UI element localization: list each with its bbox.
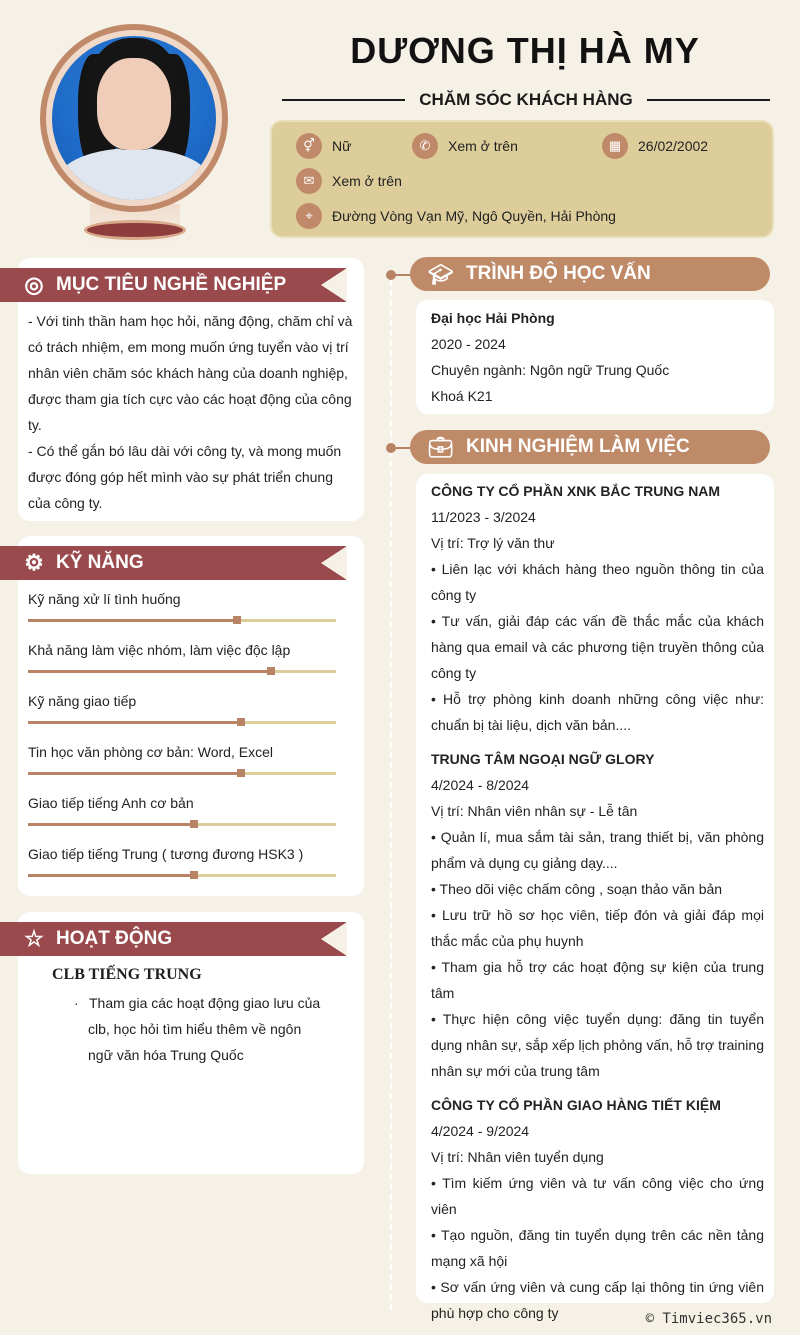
- skill-label: Giao tiếp tiếng Trung ( tương đương HSK3 ): [28, 846, 304, 862]
- skill-label: Kỹ năng xử lí tình huống: [28, 591, 181, 607]
- phone-item: [412, 133, 518, 159]
- skill-level-marker: [233, 616, 241, 624]
- skill-bar-fill: [28, 823, 194, 826]
- gender-icon: ⚥: [296, 133, 322, 159]
- job-duty: • Tìm kiếm ứng viên và tư vấn công việc cho ứng viên: [431, 1175, 764, 1217]
- job-period: 4/2024 - 8/2024: [431, 777, 530, 793]
- objective-paragraph: - Có thể gắn bó lâu dài với công ty, và mong muốn được đóng góp hết mình vào sự phát triển chung của công ty.: [28, 443, 342, 511]
- company-name: CÔNG TY CỔ PHẦN XNK BẮC TRUNG NAM: [431, 483, 721, 499]
- skill-bar-fill: [28, 874, 194, 877]
- skills-header: [0, 546, 346, 580]
- skill-label: Giao tiếp tiếng Anh cơ bản: [28, 795, 194, 811]
- skills-title: KỸ NĂNG: [56, 552, 144, 573]
- skill-label: Khả năng làm việc nhóm, làm việc độc lập: [28, 642, 291, 658]
- gender-value: Nữ: [332, 138, 352, 154]
- education-details: [431, 305, 761, 409]
- graduation-cap-icon: 🎓︎: [428, 263, 454, 286]
- job-duty: • Tạo nguồn, đăng tin tuyển dụng trên các nền tảng mạng xã hội: [431, 1227, 764, 1269]
- experience-header: [410, 430, 770, 464]
- avatar-frame: [40, 24, 228, 212]
- skill-label: Tin học văn phòng cơ bản: Word, Excel: [28, 744, 273, 760]
- briefcase-icon: 💼︎: [428, 436, 454, 459]
- activities-title: HOẠT ĐỘNG: [56, 928, 173, 949]
- skill-bar-track: [28, 874, 336, 877]
- job-position: Vị trí: Nhân viên tuyển dụng: [431, 1149, 604, 1165]
- club-description: Tham gia các hoạt động giao lưu của clb, học hỏi tìm hiểu thêm về ngôn ngữ văn hóa Trung Quốc: [88, 995, 321, 1063]
- skill-level-marker: [237, 769, 245, 777]
- skill-level-marker: [190, 820, 198, 828]
- phone-value: Xem ở trên: [448, 138, 518, 154]
- skill-bar-track: [28, 772, 336, 775]
- dob-value: 26/02/2002: [638, 138, 709, 154]
- job-period: 11/2023 - 3/2024: [431, 509, 536, 525]
- job-entry: [431, 478, 764, 738]
- skill-item: [28, 693, 336, 724]
- bullet-icon: ·: [74, 995, 79, 1011]
- job-entry: [431, 1092, 764, 1326]
- profile-photo: [52, 36, 216, 200]
- education-period: 2020 - 2024: [431, 336, 506, 352]
- skill-bar-track: [28, 670, 336, 673]
- skill-bar-fill: [28, 772, 241, 775]
- skill-bar-track: [28, 619, 336, 622]
- skill-item: [28, 744, 336, 775]
- skill-bar-track: [28, 721, 336, 724]
- job-position: Vị trí: Nhân viên nhân sự - Lễ tân: [431, 803, 638, 819]
- skill-level-marker: [237, 718, 245, 726]
- address-value: Đường Vòng Vạn Mỹ, Ngô Quyền, Hải Phòng: [332, 208, 616, 224]
- education-header: [410, 257, 770, 291]
- phone-icon: ✆: [412, 133, 438, 159]
- job-duty: • Hỗ trợ phòng kinh doanh những công việc như: chuẩn bị tài liệu, dịch văn bản....: [431, 691, 764, 733]
- avatar: [40, 24, 230, 244]
- dob-item: [602, 133, 708, 159]
- email-item: [296, 168, 402, 194]
- job-duty: • Lưu trữ hồ sơ học viên, tiếp đón và giải đáp mọi thắc mắc của phụ huynh: [431, 907, 764, 949]
- job-title: CHĂM SÓC KHÁCH HÀNG: [419, 90, 633, 109]
- skill-label: Kỹ năng giao tiếp: [28, 693, 137, 709]
- activities-header: [0, 922, 346, 956]
- skill-bar-fill: [28, 721, 241, 724]
- objective-title: MỤC TIÊU NGHỀ NGHIỆP: [56, 274, 287, 295]
- footer-credit: © Timviec365.vn: [645, 1311, 772, 1327]
- skill-bar-track: [28, 823, 336, 826]
- skill-item: [28, 642, 336, 673]
- job-entry: [431, 746, 764, 1084]
- job-duty: • Thực hiện công việc tuyển dụng: đăng tin tuyển dụng nhân sự, sắp xếp lịch phỏng vấn, hỗ trợ training nhân sự mới của trung tâm: [431, 1011, 764, 1079]
- job-duty: • Tham gia hỗ trợ các hoạt động sự kiện của trung tâm: [431, 959, 764, 1001]
- job-duty: • Tư vấn, giải đáp các vấn đề thắc mắc của khách hàng qua email và các phương tiện truyền thông của công ty: [431, 613, 764, 681]
- education-title: TRÌNH ĐỘ HỌC VẤN: [466, 263, 651, 284]
- skill-level-marker: [190, 871, 198, 879]
- contact-info-box: [270, 120, 774, 238]
- job-duty: • Theo dõi việc chấm công , soạn thảo văn bản: [431, 881, 723, 897]
- job-duty: • Quản lí, mua sắm tài sản, trang thiết bị, văn phòng phẩm và dụng cụ giảng dạy....: [431, 829, 764, 871]
- job-duty: • Liên lạc với khách hàng theo nguồn thông tin của công ty: [431, 561, 764, 603]
- skill-bar-fill: [28, 619, 237, 622]
- job-position: Vị trí: Trợ lý văn thư: [431, 535, 555, 551]
- calendar-icon: ▦: [602, 133, 628, 159]
- skill-item: [28, 795, 336, 826]
- education-card: [416, 300, 774, 414]
- timeline-line: [390, 270, 392, 1310]
- skill-item: [28, 591, 336, 622]
- skill-bar-fill: [28, 670, 271, 673]
- target-icon: ◎: [24, 272, 44, 297]
- job-period: 4/2024 - 9/2024: [431, 1123, 530, 1139]
- objective-paragraph: - Với tinh thần ham học hỏi, năng động, chăm chỉ và có trách nhiệm, em mong muốn ứng tuyển vào vị trí nhân viên chăm sóc khách hàng của doanh nghiệp, được tham gia tích cực vào các hoạt động của công ty.: [28, 313, 353, 433]
- experience-title: KINH NGHIỆM LÀM VIỆC: [466, 436, 690, 457]
- company-name: TRUNG TÂM NGOẠI NGỮ GLORY: [431, 751, 655, 767]
- location-icon: ⌖: [296, 203, 322, 229]
- divider: [647, 99, 770, 101]
- divider: [282, 99, 405, 101]
- job-title-row: [282, 88, 770, 112]
- skill-item: [28, 846, 336, 877]
- job-duty: • Sơ vấn ứng viên và cung cấp lại thông tin ứng viên phù hợp cho công ty: [431, 1279, 764, 1321]
- objective-text: [28, 308, 354, 516]
- candidate-name: DƯƠNG THỊ HÀ MY: [350, 30, 700, 71]
- education-cohort: Khoá K21: [431, 388, 493, 404]
- mail-icon: ✉: [296, 168, 322, 194]
- gender-item: [296, 133, 351, 159]
- company-name: CÔNG TY CỔ PHẦN GIAO HÀNG TIẾT KIỆM: [431, 1097, 721, 1113]
- email-value: Xem ở trên: [332, 173, 402, 189]
- school-name: Đại học Hải Phòng: [431, 310, 555, 326]
- education-major: Chuyên ngành: Ngôn ngữ Trung Quốc: [431, 362, 670, 378]
- objective-header: [0, 268, 346, 302]
- address-item: [296, 203, 616, 229]
- club-name: CLB TIẾNG TRUNG: [52, 966, 202, 983]
- job-list: [431, 478, 764, 1326]
- avatar-pedestal: [84, 220, 186, 240]
- skill-level-marker: [267, 667, 275, 675]
- star-icon: ☆: [24, 926, 44, 951]
- gear-icon: ⚙: [24, 550, 44, 575]
